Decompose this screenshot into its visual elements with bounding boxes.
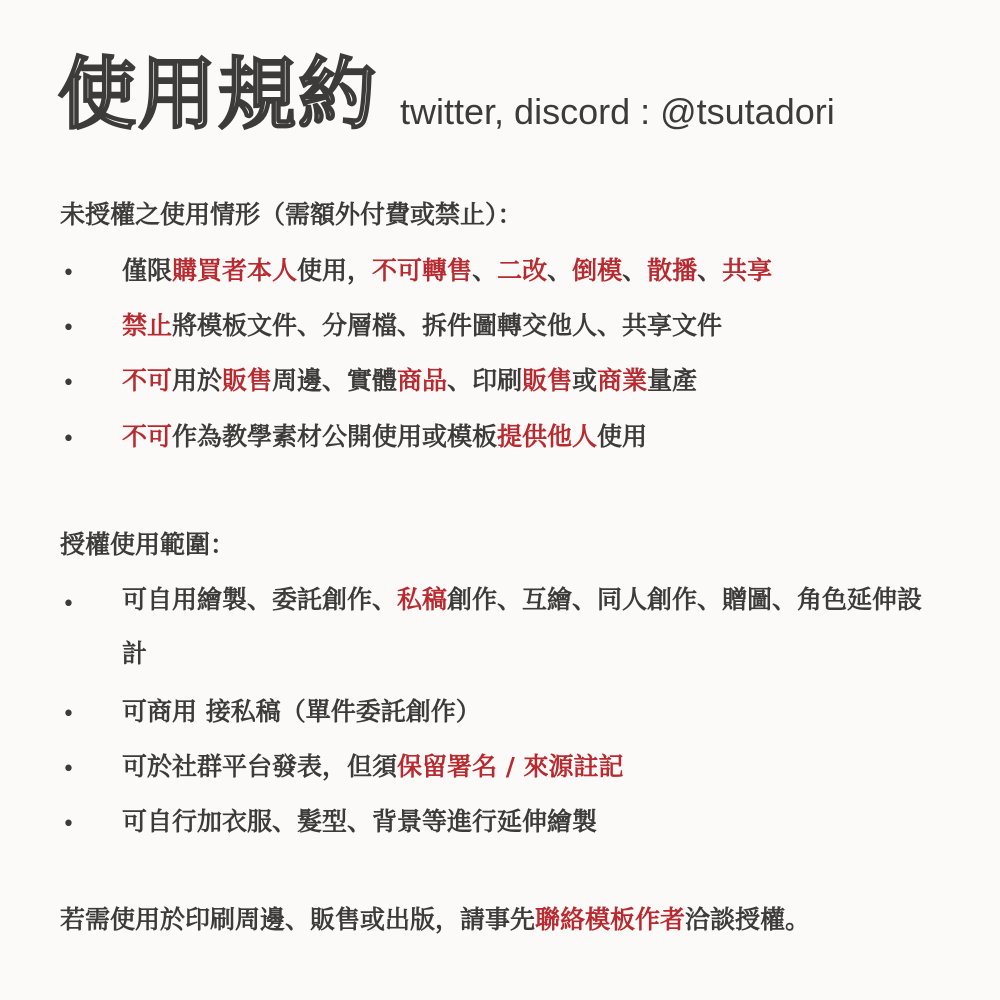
body-text: 若需使用於印刷周邊、販售或出版，請事先 [60,905,536,934]
bullet: • [62,702,75,727]
emphasis-text: 保留署名 / 來源註記 [397,752,624,781]
body-text: 或 [572,366,598,395]
emphasis-text: 聯絡模板作者 [535,905,686,934]
emphasis-text: 私稿 [397,585,448,614]
body-text: 將模板文件、分層檔、拆件圖轉交他人、共享文件 [172,311,723,340]
unauthorized-item [122,256,772,286]
emphasis-text: 二改 [497,256,548,285]
body-text: 作為教學素材公開使用或模板 [172,422,498,451]
bullet: • [62,427,75,452]
authorized-item [122,752,624,782]
body-text: 可於社群平台發表，但須 [122,752,398,781]
unauthorized-heading: 未授權之使用情形（需額外付費或禁止）： [60,200,523,229]
body-text: 、 [622,256,648,285]
bullet: • [62,371,75,396]
emphasis-text: 不可 [122,422,173,451]
body-text: 創作、互繪、同人創作、贈圖、角色延伸設計 [122,585,923,668]
footer-note [60,905,810,935]
body-text: 用於 [172,366,223,395]
body-text: 量產 [647,366,698,395]
emphasis-text: 商品 [397,366,448,395]
body-text: 可商用 接私稿（單件委託創作） [122,697,481,726]
body-text: 僅限 [122,256,173,285]
body-text: 、 [697,256,723,285]
emphasis-text: 倒模 [572,256,623,285]
authorized-item [122,697,481,727]
emphasis-text: 不可轉售 [372,256,473,285]
emphasis-text: 商業 [597,366,648,395]
unauthorized-item [122,311,722,341]
emphasis-text: 不可 [122,366,173,395]
emphasis-text: 販售 [222,366,273,395]
body-text: 、 [472,256,498,285]
bullet: • [62,261,75,286]
emphasis-text: 販售 [522,366,573,395]
header [58,50,835,140]
page-title: 使用規約 [58,50,379,140]
unauthorized-item [122,422,647,452]
emphasis-text: 共享 [722,256,773,285]
emphasis-text: 散播 [647,256,698,285]
contact-info: twitter, discord : @tsutadori [400,91,835,132]
authorized-item [122,573,942,681]
body-text: 可自用繪製、委託創作、 [122,585,398,614]
bullet: • [62,812,75,837]
body-text: 、 [547,256,573,285]
emphasis-text: 禁止 [122,311,173,340]
authorized-item [122,807,597,837]
body-text: 、印刷 [447,366,523,395]
authorized-heading: 授權使用範圍： [60,530,236,559]
emphasis-text: 購買者本人 [172,256,298,285]
body-text: 洽談授權。 [685,905,811,934]
body-text: 使用， [297,256,373,285]
emphasis-text: 提供他人 [497,422,598,451]
body-text: 使用 [597,422,648,451]
body-text: 可自行加衣服、髮型、背景等進行延伸繪製 [122,807,598,836]
bullet: • [62,592,75,617]
bullet: • [62,316,75,341]
unauthorized-item [122,366,697,396]
bullet: • [62,757,75,782]
body-text: 周邊、實體 [272,366,398,395]
